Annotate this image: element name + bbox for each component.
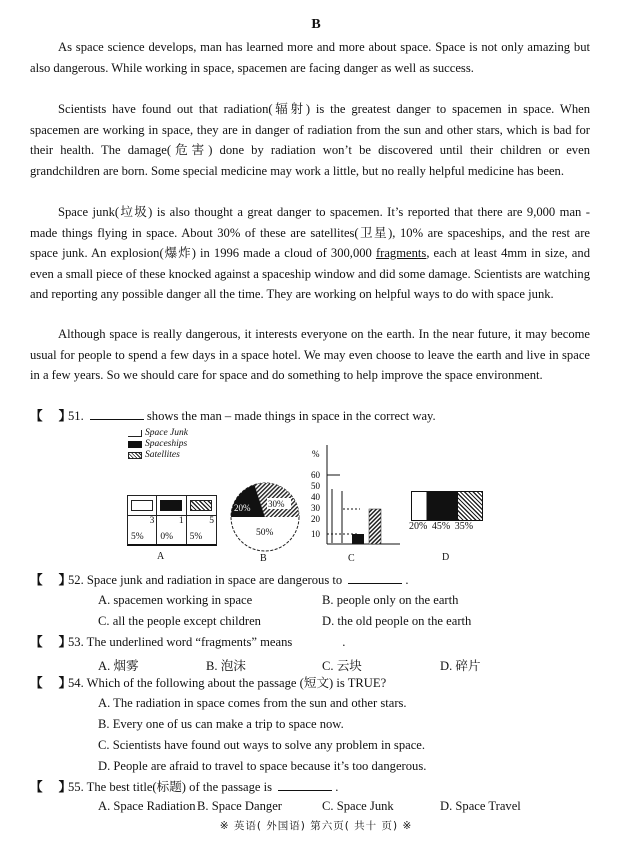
svg-text:60: 60 <box>311 470 320 480</box>
page-footer: ※ 英语( 外国语) 第六页( 共十 页) ※ <box>219 820 413 832</box>
q53-option-d[interactable]: D. 碎片 <box>440 659 481 673</box>
chart-a-label: A <box>157 551 165 562</box>
question-55: 【 】55. The best title(标题) of the passage is . <box>30 777 610 798</box>
chart-legend: Space Junk Spaceships Satellites <box>128 428 188 461</box>
chart-d-stacked-bar <box>411 491 483 521</box>
answer-blank <box>278 778 332 791</box>
q52-option-d[interactable]: D. the old people on the earth <box>322 614 472 628</box>
q55-option-c[interactable]: C. Space Junk <box>322 799 394 813</box>
passage-paragraph-1: As space science develops, man has learned more and more about space. Space is not only amazing but also dangerous. While working in space, spacemen are facing danger as well as success. <box>30 40 590 75</box>
svg-text:10: 10 <box>311 529 320 539</box>
chart-a-table: 3 5% 1 0% 5 5% <box>127 495 217 546</box>
answer-blank <box>90 407 144 420</box>
q55-option-b[interactable]: B. Space Danger <box>197 799 282 813</box>
q53-option-b[interactable]: B. 泡沫 <box>206 659 246 673</box>
satellites-swatch-icon <box>128 452 142 459</box>
svg-text:20%: 20% <box>234 503 251 513</box>
q54-option-c[interactable]: C. Scientists have found out ways to solve any problem in space. <box>98 738 426 752</box>
svg-text:30%: 30% <box>268 499 285 509</box>
q53-option-a[interactable]: A. 烟雾 <box>98 659 139 673</box>
answer-bracket[interactable]: 【 】 <box>30 635 72 649</box>
svg-text:40: 40 <box>311 492 320 502</box>
chart-b-pie <box>229 481 301 553</box>
passage-paragraph-4: Although space is really dangerous, it interests everyone on the earth. In the near future, it may become usual for people to spend a few days in a space hotel. We may even choose to leave the earth and live in space in a few years. So we should care for space and do something to help improve the space environment. <box>30 327 590 382</box>
answer-bracket[interactable]: 【 】 <box>30 409 72 423</box>
answer-bracket[interactable]: 【 】 <box>30 573 72 587</box>
q55-option-d[interactable]: D. Space Travel <box>440 799 521 813</box>
section-title: B <box>311 17 321 32</box>
svg-text:50%: 50% <box>256 528 274 538</box>
underlined-word: fragments <box>375 246 427 260</box>
svg-text:30: 30 <box>311 503 320 513</box>
answer-bracket[interactable]: 【 】 <box>30 676 72 690</box>
svg-text:50: 50 <box>311 481 320 491</box>
q54-option-a[interactable]: A. The radiation in space comes from the sun and other stars. <box>98 696 407 710</box>
chart-c-label: C <box>348 553 355 564</box>
chart-d-label: D <box>442 552 450 563</box>
q52-option-a[interactable]: A. spacemen working in space <box>98 593 253 607</box>
svg-text:%: % <box>312 449 320 459</box>
chart-b-label: B <box>260 553 267 564</box>
question-54: 【 】54. Which of the following about the passage (短文) is TRUE? <box>30 673 610 694</box>
space-junk-swatch-icon <box>128 430 142 437</box>
question-51: 【 】51. shows the man – made things in space in the correct way. <box>30 406 610 427</box>
question-53: 【 】53. The underlined word “fragments” means . <box>30 632 610 653</box>
q54-option-d[interactable]: D. People are afraid to travel to space because it’s too dangerous. <box>98 759 427 773</box>
q52-option-b[interactable]: B. people only on the earth <box>322 593 459 607</box>
answer-bracket[interactable]: 【 】 <box>30 780 72 794</box>
answer-blank <box>348 571 402 584</box>
q55-option-a[interactable]: A. Space Radiation <box>98 799 196 813</box>
q53-option-c[interactable]: C. 云块 <box>322 659 362 673</box>
chart-d-labels: 20% 45% 35% <box>409 521 474 532</box>
q52-option-c[interactable]: C. all the people except children <box>98 614 261 628</box>
passage-paragraph-3: Space junk(垃圾) is also thought a great danger to spacemen. It’s reported that there are 9,000 man - made things flying in space. About 30% of these are satellites(卫星), 10% are spaceships, and the rest are space junk. An explosion(爆炸) in 1996 made a cloud of 300,000 fragments, each at least 4mm in size, and even a small piece of these knocked against a spaceship window and did some damage. Scientists are watching and reporting any possible danger all the time. They are working on helpful ways to do with space junk. <box>30 205 590 301</box>
svg-text:20: 20 <box>311 514 320 524</box>
spaceships-swatch-icon <box>128 441 142 448</box>
passage-paragraph-2: Scientists have found out that radiation(辐射) is the greatest danger to spacemen in space. When spacemen are working in space, they are in danger of radiation from the sun and other stars, which is bad for their health. The damage(危害) done by radiation won’t be discovered until their children or even grandchildren are born. Some special medicine may work a little, but no really helpful medicine has been. <box>30 102 590 178</box>
chart-c-bar <box>308 445 403 550</box>
question-52: 【 】52. Space junk and radiation in space are dangerous to . <box>30 570 610 591</box>
q54-option-b[interactable]: B. Every one of us can make a trip to space now. <box>98 717 344 731</box>
